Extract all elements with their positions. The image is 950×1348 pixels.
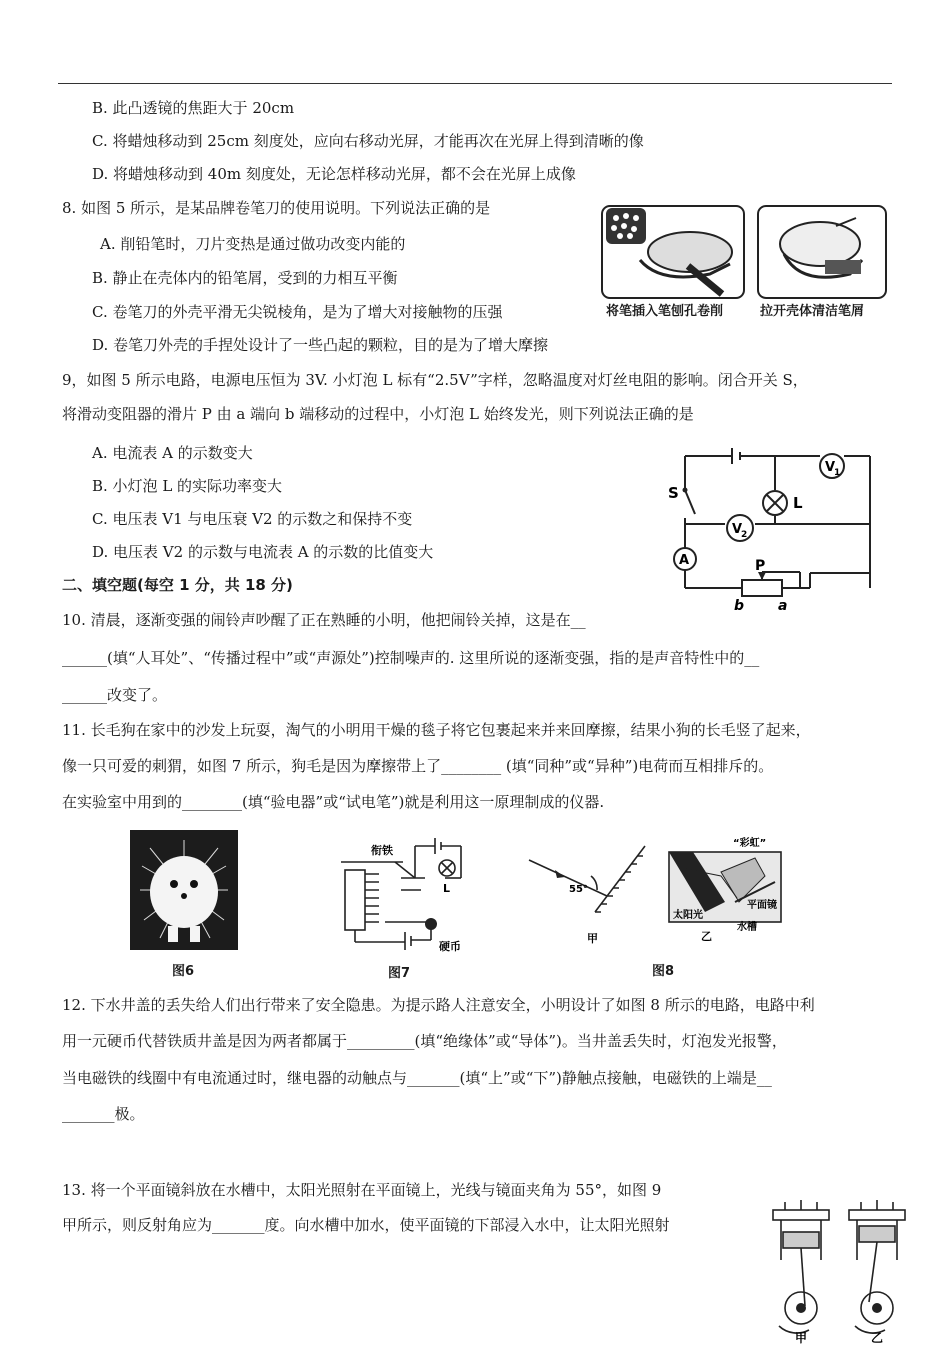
fig8-caption: 图8 [652, 964, 675, 979]
relay-label-coin: 硬币 [439, 940, 461, 952]
circuit-label-v2: V [732, 522, 743, 537]
q8-option-b: B. 静止在壳体内的铅笔屑，受到的力相互平衡 [92, 269, 398, 287]
sharpener-figure [600, 204, 890, 324]
q7-option-b: B. 此凸透镜的焦距大于 20cm [92, 99, 295, 117]
mirror-drawing [525, 832, 790, 947]
relay-label-armature: 衔铁 [371, 844, 393, 857]
q12-line-2: 用一元硬币代替铁质井盖是因为两者都属于_________(填“绝缘体”或“导体”)。当井盖丢失时，灯泡发光报警， [62, 1032, 787, 1050]
fig6-dog-photo [130, 830, 238, 950]
engine-figures [765, 1198, 915, 1344]
q10-line-2: ______(填“人耳处”、“传播过程中”或“声源处”)控制噪声的. 这里所说的逐渐变强，指的是声音特性中的__ [62, 649, 760, 667]
section-2-heading: 二、填空题(每空 1 分，共 18 分) [62, 576, 293, 594]
top-rule [58, 83, 892, 84]
relay-label-l: L [443, 882, 451, 895]
circuit-diagram [660, 448, 890, 613]
q8-option-c: C. 卷笔刀的外壳平滑无尖锐棱角，是为了增大对接触物的压强 [92, 303, 503, 321]
plane-mirror-label: 平面镜 [747, 900, 777, 911]
q9-option-d: D. 电压表 V2 的示数与电流表 A 的示数的比值变大 [92, 543, 434, 561]
q11-line-3: 在实验室中用到的________(填“验电器”或“试电笔”)就是利用这一原理制成的仪器. [62, 793, 605, 811]
engine-drawing [765, 1198, 915, 1344]
dog-drawing [130, 830, 238, 950]
fig7-caption: 图7 [388, 966, 411, 981]
q9-option-c: C. 电压表 V1 与电压衰 V2 的示数之和保持不变 [92, 510, 413, 528]
rainbow-label: “彩虹” [733, 838, 767, 849]
circuit-label-v1: V [825, 460, 836, 475]
fig8-jia-label: 甲 [587, 932, 598, 945]
sunlight-label: 太阳光 [673, 910, 703, 921]
circuit-label-a: A [679, 553, 690, 568]
circuit-label-b: b [734, 598, 745, 613]
fig8-mirror-figures [525, 832, 790, 947]
sharpener-left-caption: 将笔插入笔刨孔卷削 [606, 304, 724, 319]
engine-jia-label: 甲 [795, 1331, 808, 1344]
engine-yi-label: 乙 [871, 1331, 884, 1344]
q13-line-1: 13. 将一个平面镜斜放在水槽中，太阳光照射在平面镜上，光线与镜面夹角为 55°，如图 9 [62, 1181, 662, 1199]
circuit-label-s: S [668, 484, 679, 502]
circuit-label-v2-sub: 2 [741, 530, 748, 540]
q9-stem-1: 9，如图 5 所示电路，电源电压恒为 3V. 小灯泡 L 标有“2.5V”字样，忽略温度对灯丝电阻的影响。闭合开关 S， [62, 371, 808, 389]
fig8-yi-label: 乙 [701, 930, 712, 943]
mirror-angle-label: 55° [569, 884, 588, 895]
q7-option-d: D. 将蜡烛移动到 40m 刻度处，无论怎样移动光屏，都不会在光屏上成像 [92, 165, 576, 183]
q8-stem: 8. 如图 5 所示，是某品牌卷笔刀的使用说明。下列说法正确的是 [62, 199, 491, 217]
relay-drawing [335, 832, 475, 952]
q11-line-1: 11. 长毛狗在家中的沙发上玩耍，淘气的小明用干燥的毯子将它包裹起来并来回摩擦，结果小狗的长毛竖了起来， [62, 721, 811, 739]
circuit-label-v1-sub: 1 [834, 468, 841, 478]
fig7-relay-circuit [335, 832, 475, 952]
q11-line-2: 像一只可爱的刺猬，如图 7 所示，狗毛是因为摩擦带上了________ (填“同种”或“异种”)电荷而互相排斥的。 [62, 757, 774, 775]
fig6-caption: 图6 [172, 964, 195, 979]
q7-option-c: C. 将蜡烛移动到 25cm 刻度处，应向右移动光屏，才能再次在光屏上得到清晰的像 [92, 132, 644, 150]
water-tank-label: 水槽 [737, 922, 757, 933]
q12-line-4: _______极。 [62, 1105, 145, 1123]
q8-option-d: D. 卷笔刀外壳的手捏处设计了一些凸起的颗粒，目的是为了增大摩擦 [92, 336, 549, 354]
q13-line-2: 甲所示，则反射角应为_______度。向水槽中加水，使平面镜的下部浸入水中，让太阳光照射 [62, 1216, 670, 1234]
q12-line-3: 当电磁铁的线圈中有电流通过时，继电器的动触点与_______(填“上”或“下”)静触点接触，电磁铁的上端是__ [62, 1069, 772, 1087]
q10-line-3: ______改变了。 [62, 686, 168, 704]
circuit-label-p: P [755, 558, 766, 574]
circuit-figure [660, 448, 890, 613]
q9-option-a: A. 电流表 A 的示数变大 [92, 444, 253, 462]
circuit-label-l: L [793, 494, 803, 512]
q10-line-1: 10. 清晨，逐渐变强的闹铃声吵醒了正在熟睡的小明，他把闹铃关掉，这是在__ [62, 611, 586, 629]
q8-option-a: A. 削铅笔时，刀片变热是通过做功改变内能的 [100, 235, 406, 253]
q12-line-1: 12. 下水井盖的丢失给人们出行带来了安全隐患。为提示路人注意安全，小明设计了如图 8 所示的电路，电路中利 [62, 996, 815, 1014]
q9-option-b: B. 小灯泡 L 的实际功率变大 [92, 477, 283, 495]
sharpener-right-caption: 拉开壳体清洁笔屑 [760, 304, 865, 319]
circuit-label-a-end: a [778, 598, 788, 613]
q9-stem-2: 将滑动变阻器的滑片 P 由 a 端向 b 端移动的过程中，小灯泡 L 始终发光，则下列说法正确的是 [62, 405, 694, 423]
